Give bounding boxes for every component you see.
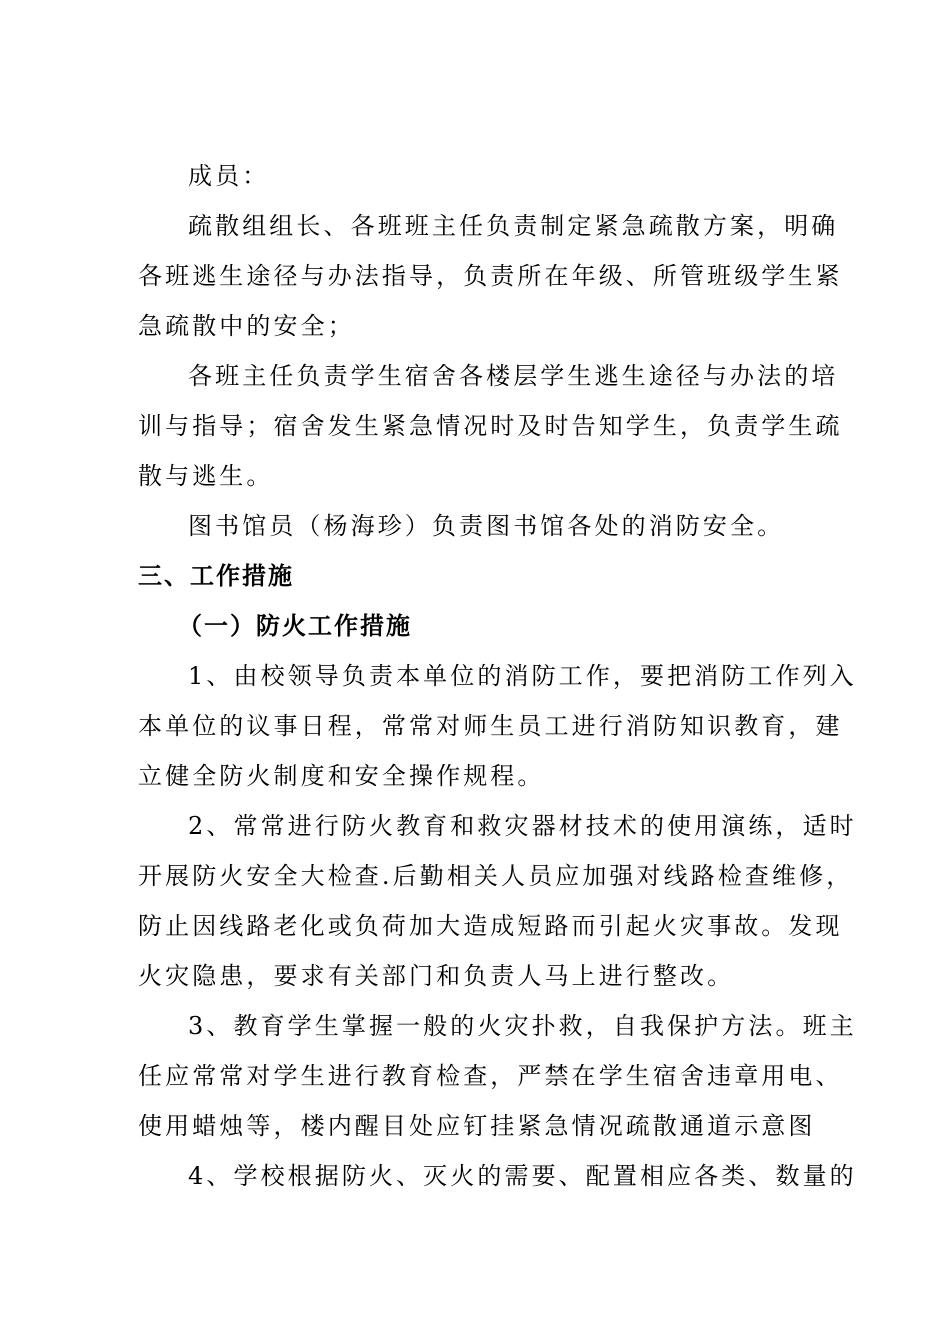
paragraph-line: 1、由校领导负责本单位的消防工作，要把消防工作列入	[188, 662, 857, 690]
paragraph-line: 火灾隐患，要求有关部门和负责人马上进行整改。	[138, 962, 735, 990]
paragraph-line: 使用蜡烛等，楼内醒目处应钉挂紧急情况疏散通道示意图	[138, 1112, 816, 1140]
paragraph-line: 各班主任负责学生宿舍各楼层学生逃生途径与办法的培	[188, 362, 839, 390]
paragraph-line: 3、教育学生掌握一般的火灾扑救，自我保护方法。班主	[188, 1012, 857, 1040]
section-heading: 三、工作措施	[138, 562, 294, 590]
paragraph-line: 急疏散中的安全；	[138, 312, 355, 340]
paragraph-line: 散与逃生。	[138, 462, 274, 490]
paragraph-line: 立健全防火制度和安全操作规程。	[138, 762, 545, 790]
paragraph-line: 各班逃生途径与办法指导，负责所在年级、所管班级学生紧	[138, 262, 843, 290]
paragraph-line: 任应常常对学生进行教育检查，严禁在学生宿舍违章用电、	[138, 1062, 843, 1090]
paragraph-line: 疏散组组长、各班班主任负责制定紧急疏散方案，明确	[188, 212, 839, 240]
paragraph-line: 防止因线路老化或负荷加大造成短路而引起火灾事故。发现	[138, 912, 843, 940]
members-label: 成员：	[188, 162, 270, 190]
paragraph-line: 本单位的议事日程，常常对师生员工进行消防知识教育，建	[138, 712, 843, 740]
paragraph-line: 图书馆员（杨海珍）负责图书馆各处的消防安全。	[188, 512, 785, 540]
paragraph-line: 训与指导；宿舍发生紧急情况时及时告知学生，负责学生疏	[138, 412, 843, 440]
paragraph-line: 2、常常进行防火教育和救灾器材技术的使用演练，适时	[188, 812, 857, 840]
paragraph-line: 开展防火安全大检查.后勤相关人员应加强对线路检查维修，	[138, 862, 854, 890]
paragraph-line: 4、学校根据防火、灭火的需要、配置相应各类、数量的	[188, 1162, 857, 1190]
subsection-heading: （一）防火工作措施	[178, 612, 412, 640]
